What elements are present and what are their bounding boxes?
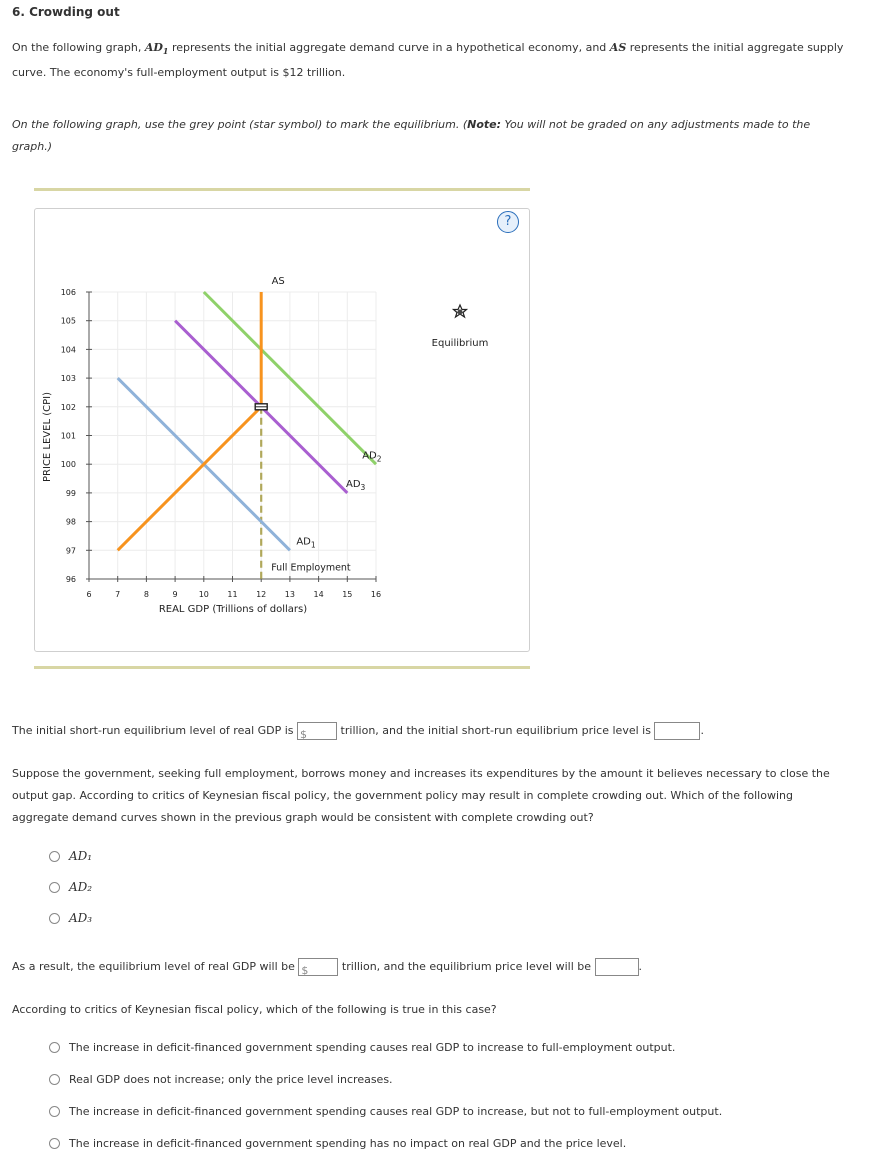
x-tick-label: 13 (284, 590, 295, 599)
option-price-only[interactable]: Real GDP does not increase; only the price level increases. (49, 1073, 393, 1086)
x-tick-label: 7 (115, 590, 121, 599)
radio-ad3[interactable] (49, 913, 60, 924)
legend-equilibrium-label: Equilibrium (431, 338, 489, 349)
option-full-employment[interactable]: The increase in deficit-financed government spending causes real GDP to increase to full-employment output. (49, 1041, 675, 1054)
y-tick-label: 101 (60, 431, 76, 441)
x-tick-label: 12 (256, 590, 267, 599)
y-axis-label: PRICE LEVEL (CPI) (42, 392, 53, 482)
full-employment-label: Full Employment (271, 562, 351, 574)
y-tick-label: 97 (65, 546, 76, 556)
y-tick-label: 100 (60, 460, 76, 470)
y-tick-label: 102 (60, 402, 76, 412)
y-tick-label: 99 (65, 488, 76, 498)
x-tick-label: 9 (172, 590, 178, 599)
curve-label-ad1: $AD_1$ (296, 536, 316, 550)
radio-ad2[interactable] (49, 882, 60, 893)
result-gdp-input[interactable]: $ (298, 958, 338, 976)
option-no-impact[interactable]: The increase in deficit-financed government spending has no impact on real GDP and the price level. (49, 1137, 626, 1150)
radio-ad1[interactable] (49, 851, 60, 862)
x-tick-label: 10 (198, 590, 209, 599)
curve-as (118, 292, 262, 550)
y-tick-label: 103 (60, 374, 76, 384)
legend[interactable] (432, 305, 489, 349)
curve-label-ad2: $AD_2$ (362, 450, 382, 464)
radio-option-2[interactable] (49, 1074, 60, 1085)
x-tick-label: 15 (342, 590, 353, 599)
x-tick-label: 14 (313, 590, 324, 599)
result-price-input[interactable] (595, 958, 639, 976)
x-axis-label: REAL GDP (Trillions of dollars) (158, 604, 308, 615)
y-tick-label: 98 (65, 517, 76, 527)
option-ad1[interactable]: AD₁ (49, 849, 92, 863)
radio-option-3[interactable] (49, 1106, 60, 1117)
price-level-input[interactable] (654, 722, 700, 740)
radio-option-4[interactable] (49, 1138, 60, 1149)
y-tick-label: 105 (60, 316, 76, 326)
intro-paragraph: On the following graph, $AD_1$ represents the initial aggregate demand curve in a hypothetical economy, and AS represents the initial aggregate supply curve. The economy's full-employment output is $12 trillion. (12, 41, 844, 80)
gdp-input[interactable]: $ (297, 722, 337, 740)
radio-option-1[interactable] (49, 1042, 60, 1053)
x-tick-label: 8 (143, 590, 149, 599)
option-ad3[interactable]: AD₃ (49, 911, 92, 925)
x-tick-label: 16 (370, 590, 382, 599)
chart-ticks (61, 288, 381, 599)
x-tick-label: 11 (227, 590, 238, 599)
y-tick-label: 106 (60, 288, 76, 297)
q4-prompt: According to critics of Keynesian fiscal policy, which of the following is true in this case? (12, 1003, 497, 1016)
y-tick-label: 104 (60, 345, 76, 355)
x-tick-label: 6 (86, 590, 92, 599)
graph-instruction: On the following graph, use the grey point (star symbol) to mark the equilibrium. (Note: You will not be graded on any adjustments made to the graph.) (12, 118, 811, 153)
question-title: 6. Crowding out (12, 5, 120, 19)
option-ad2[interactable]: AD₂ (49, 880, 92, 894)
y-tick-label: 96 (65, 575, 76, 584)
option-partial-increase[interactable]: The increase in deficit-financed government spending causes real GDP to increase, but not to full-employment output. (49, 1105, 722, 1118)
q2-paragraph: Suppose the government, seeking full employment, borrows money and increases its expenditures by the amount it believes necessary to close the output gap. According to critics of Keynesian fiscal policy, the government policy may result in complete crowding out. Which of the following aggregate demand curves shown in the previous graph would be consistent with complete crowding out? (12, 767, 830, 824)
help-icon[interactable]: ? (497, 211, 519, 233)
q1-line: The initial short-run equilibrium level of real GDP is $ trillion, and the initial short-run equilibrium price level is . (12, 724, 704, 741)
curve-label-ad3: $AD_3$ (345, 479, 366, 493)
q3-line: As a result, the equilibrium level of real GDP will be $ trillion, and the equilibrium price level will be . (12, 960, 642, 977)
curve-label-as: AS (271, 276, 285, 287)
star-icon[interactable] (454, 305, 467, 317)
